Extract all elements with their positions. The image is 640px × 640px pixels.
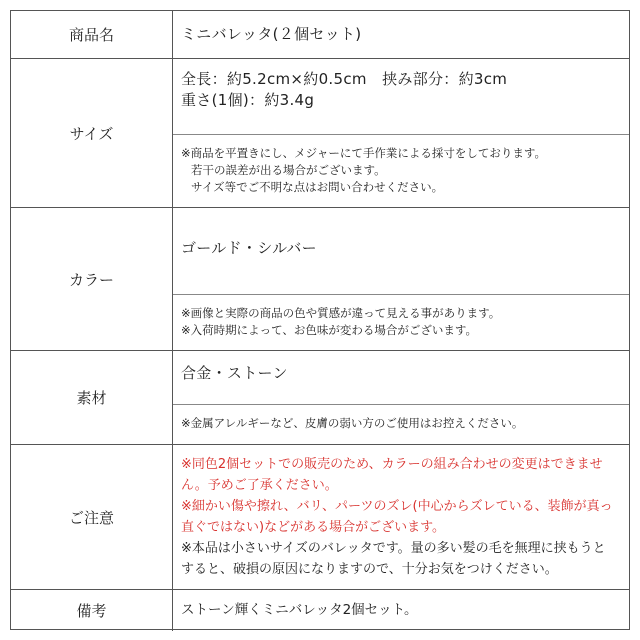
size-note-3: サイズ等でご不明な点はお問い合わせください。 [191,180,444,194]
row-material [11,351,629,445]
value-caution-cell [173,445,629,589]
header-size: サイズ [11,59,173,207]
header-material: 素材 [11,351,173,444]
row-remarks [11,590,629,631]
value-color-cell [173,208,629,350]
row-color [11,208,629,351]
header-caution: ご注意 [11,445,173,589]
header-remarks: 備考 [11,590,173,631]
value-material: 合金・ストーン [181,364,288,382]
color-note-2: ※入荷時期によって、お色味が変わる場合がございます。 [181,323,477,337]
size-note-1: ※商品を平置きにし、メジャーにて手作業による採寸をしております。 [181,146,546,160]
color-notes [173,294,629,350]
caution-red-line-2: ん。予めご了承ください。 [181,478,338,493]
caution-red-line-1: ※同色2個セットでの販売のため、カラーの組み合わせの変更はできませ [181,457,603,472]
value-size-cell [173,59,629,207]
caution-text [173,454,629,580]
caution-red-line-3: ※細かい傷や擦れ、バリ、パーツのズレ(中心からズレている、装飾が真っ [181,499,613,514]
value-product-name-cell [173,11,629,58]
size-note-2: 若干の誤差が出る場合がございます。 [191,163,386,177]
caution-black-line-1: ※本品は小さいサイズのバレッタです。量の多い髪の毛を無理に挟もうと [181,541,606,556]
row-size [11,59,629,208]
color-note-1: ※画像と実際の商品の色や質感が違って見える事があります。 [181,306,501,320]
product-spec-table [10,10,630,630]
size-details [173,69,629,111]
value-remarks: ストーン輝くミニバレッタ2個セット。 [181,602,418,618]
value-color: ゴールド・シルバー [181,239,317,257]
size-length: 全長：約5.2cm×約0.5cm 挟み部分：約3cm [181,70,508,88]
caution-red-line-4: 直ぐではない)などがある場合がございます。 [181,520,446,535]
size-notes [173,134,629,207]
header-color: カラー [11,208,173,350]
row-product-name [11,11,629,59]
row-caution [11,445,629,590]
value-product-name: ミニバレッタ(２個セット) [181,25,362,43]
header-product-name: 商品名 [11,11,173,58]
material-notes [173,404,629,444]
value-remarks-cell [173,590,629,631]
value-material-cell [173,351,629,444]
material-note-1: ※金属アレルギーなど、皮膚の弱い方のご使用はお控えください。 [181,416,524,430]
caution-black-line-2: すると、破損の原因になりますので、十分お気をつけください。 [181,562,558,577]
size-weight: 重さ(1個)：約3.4g [181,91,315,109]
